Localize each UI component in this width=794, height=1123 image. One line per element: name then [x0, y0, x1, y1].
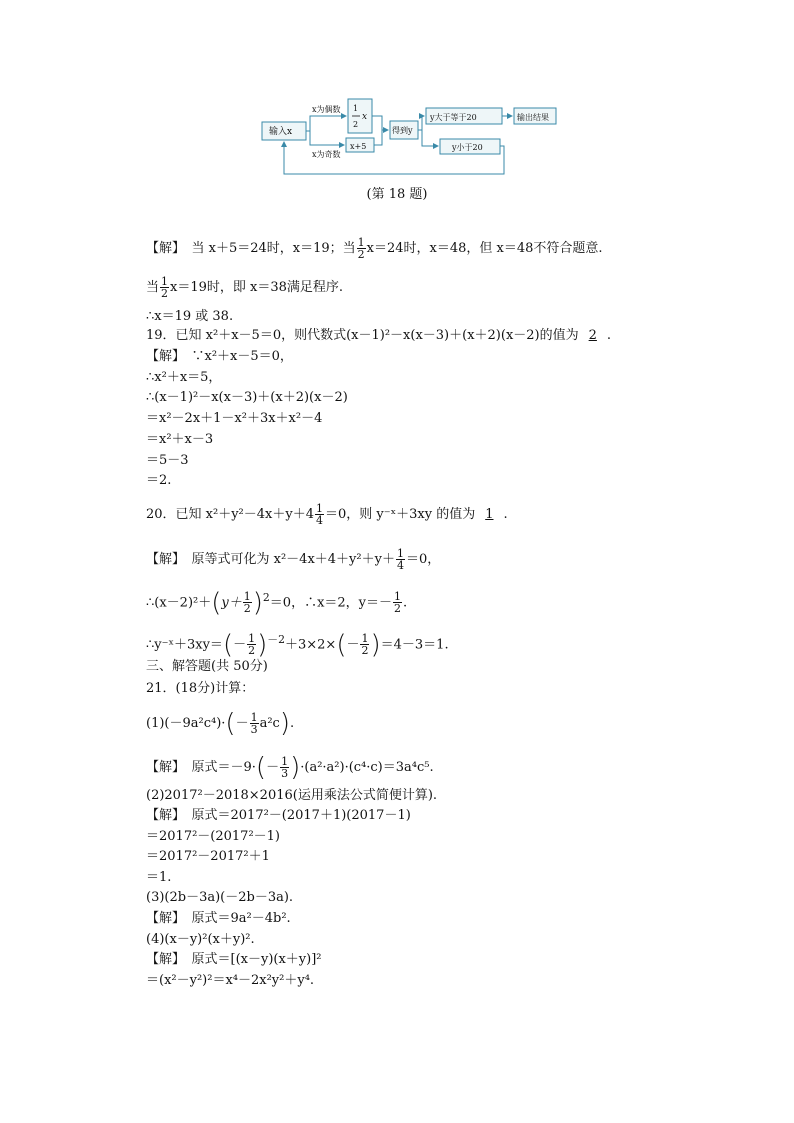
flowchart — [258, 96, 558, 182]
frac-num: 1 — [396, 547, 404, 560]
q21-p1c: . — [290, 716, 295, 731]
q20-step3 — [146, 629, 449, 660]
flow-ge20-label: y大于等于20 — [430, 113, 477, 122]
frac-den: 4 — [396, 559, 404, 572]
flow-cond-odd: x为奇数 — [312, 150, 341, 159]
q20-s2b: y＋ — [221, 595, 242, 611]
right-paren: ) — [370, 629, 381, 660]
q19-stem — [146, 328, 611, 344]
q20-stem-a: 20．已知 x²＋y²－4x＋y＋4 — [146, 507, 314, 522]
q21-p2-step3: ＝2017²－2017²＋1 — [146, 849, 270, 864]
frac-den: 4 — [316, 514, 323, 527]
left-paren: ( — [336, 629, 347, 660]
q19-step3: ∴(x－1)²－x(x－3)＋(x＋2)(x－2) — [146, 390, 348, 405]
q21-p1b: a²c — [259, 716, 280, 731]
frac-num: 1 — [361, 632, 369, 646]
q21-p2-step2: ＝2017²－(2017²－1) — [146, 829, 281, 844]
q20-answer: 1 — [485, 507, 494, 522]
fraction-third — [280, 756, 289, 779]
section-heading: 三、解答题(共 50分) — [146, 659, 268, 674]
frac-den: 2 — [248, 644, 256, 658]
fraction-half — [357, 237, 366, 260]
q19-step1: 【解】 ∵x²＋x－5＝0， — [146, 349, 293, 364]
q21-p4-step1: 【解】 原式＝[(x－y)(x＋y)]² — [146, 952, 322, 967]
q18-l2a: 当 — [146, 280, 160, 295]
minus-sign: － — [233, 637, 247, 653]
q19-stem-text: 19．已知 x²＋x－5＝0，则代数式(x－1)²－x(x－3)＋(x＋2)(x－2)的值为 — [146, 328, 579, 343]
q20-s1a: 【解】 原等式可化为 x²－4x＋4＋y²＋y＋ — [146, 552, 395, 567]
flow-input-label: 输入x — [269, 127, 293, 137]
q21-p2-step1: 【解】 原式＝2017²－(2017＋1)(2017－1) — [146, 808, 411, 823]
flow-plus5-label: x+5 — [350, 142, 367, 151]
frac-num: 1 — [316, 502, 323, 515]
fraction-third — [250, 712, 259, 735]
q21-p1s-a: 【解】 原式＝－9· — [146, 760, 256, 775]
q18-line3: ∴x＝19 或 38. — [146, 309, 234, 324]
q19-step7: ＝2. — [146, 473, 172, 488]
right-paren: ) — [290, 752, 301, 783]
minus-sign: － — [346, 637, 360, 653]
fraction-quarter — [315, 503, 324, 526]
right-paren: ) — [279, 708, 290, 739]
exponent: －2 — [267, 633, 285, 646]
q18-l1b: x＝24时，x＝48，但 x＝48不符合题意. — [366, 241, 603, 256]
frac-den: 3 — [250, 723, 258, 736]
minus-sign: － — [235, 716, 249, 731]
fraction-half — [243, 591, 252, 614]
q19-tail: . — [606, 328, 612, 343]
q21-p3-solution: 【解】 原式＝9a²－4b². — [146, 911, 291, 926]
flow-lt20-label: y小于20 — [452, 143, 483, 152]
q20-s2a: ∴(x－2)²＋ — [146, 595, 212, 611]
q21-p2-step4: ＝1. — [146, 870, 172, 885]
flow-gety-label: 得到y — [392, 126, 413, 135]
q20-step1 — [146, 548, 440, 571]
frac-num: 1 — [243, 590, 251, 604]
fraction-half — [393, 591, 402, 614]
fraction-quarter — [396, 548, 405, 571]
flow-half-den: 2 — [353, 120, 359, 129]
flow-cond-even: x为偶数 — [312, 105, 341, 114]
q20-step2 — [146, 587, 408, 618]
frac-num: 1 — [394, 590, 402, 604]
frac-num: 1 — [281, 755, 289, 768]
q21-p1s-b: ·(a²·a²)·(c⁴·c)＝3a⁴c⁵. — [300, 760, 434, 775]
frac-den: 2 — [361, 644, 369, 658]
q21-part3: (3)(2b－3a)(－2b－3a). — [146, 890, 294, 905]
frac-den: 3 — [281, 767, 289, 780]
frac-num: 1 — [250, 711, 258, 724]
q19-step5: ＝x²＋x－3 — [146, 432, 214, 447]
q21-p4-step2: ＝(x²－y²)²＝x⁴－2x²y²＋y⁴. — [146, 973, 315, 988]
q21-stem: 21．(18分)计算： — [146, 681, 255, 696]
q21-part1-solution — [146, 752, 434, 783]
q21-part1 — [146, 708, 295, 739]
frac-den: 2 — [243, 602, 251, 616]
frac-den: 2 — [161, 287, 169, 300]
left-paren: ( — [255, 752, 267, 783]
q20-s2d: . — [403, 595, 408, 611]
q20-s3a: ∴y⁻ˣ＋3xy＝ — [146, 637, 223, 653]
frac-num: 1 — [161, 275, 169, 288]
q20-tail: . — [503, 507, 508, 522]
flow-half-var: x — [362, 112, 368, 122]
left-paren: ( — [225, 708, 236, 739]
fraction-half — [160, 276, 169, 299]
fraction-half — [247, 633, 256, 656]
minus-sign: － — [266, 760, 280, 775]
frac-num: 1 — [357, 236, 365, 249]
flow-half-num: 1 — [353, 104, 359, 113]
right-paren: ) — [257, 629, 268, 660]
q19-step6: ＝5－3 — [146, 453, 189, 468]
q20-s1b: ＝0， — [405, 552, 441, 567]
fraction-half — [360, 633, 369, 656]
q18-line2 — [146, 276, 343, 299]
q19-step4: ＝x²－2x＋1－x²＋3x＋x²－4 — [146, 411, 323, 426]
q19-answer: 2 — [588, 328, 597, 343]
figure-caption: (第 18 题) — [366, 187, 428, 202]
q18-l2b: x＝19时，即 x＝38满足程序. — [170, 280, 344, 295]
left-paren: ( — [211, 587, 222, 618]
q20-s2c: ＝0，∴x＝2，y＝－ — [269, 595, 393, 611]
q21-part2: (2)2017²－2018×2016(运用乘法公式简便计算). — [146, 788, 438, 803]
frac-num: 1 — [248, 632, 256, 646]
q20-stem-b: ＝0，则 y⁻ˣ＋3xy 的值为 — [325, 507, 476, 522]
flow-output-label: 输出结果 — [517, 113, 549, 122]
q21-part4: (4)(x－y)²(x＋y)². — [146, 932, 255, 947]
q20-s3b: ＋3×2× — [284, 637, 337, 653]
q18-line1 — [146, 237, 603, 260]
left-paren: ( — [222, 629, 234, 660]
frac-den: 2 — [357, 248, 365, 261]
q18-l1a: 【解】 当 x＋5＝24时，x＝19；当 — [146, 241, 356, 256]
q21-p1a: (1)(－9a²c⁴)· — [146, 716, 226, 731]
q20-s3c: ＝4－3＝1. — [380, 637, 449, 653]
frac-den: 2 — [394, 602, 402, 616]
q20-stem — [146, 503, 508, 526]
q19-step2: ∴x²＋x＝5， — [146, 370, 222, 385]
right-paren: ) — [252, 587, 263, 618]
exponent: 2 — [262, 591, 270, 604]
